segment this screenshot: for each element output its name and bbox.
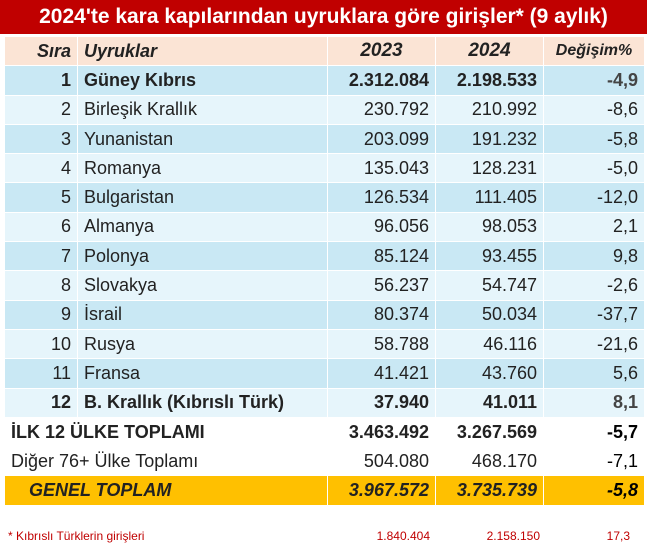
country-cell: Almanya xyxy=(78,212,328,241)
rank-cell: 6 xyxy=(5,212,78,241)
header-change: Değişim% xyxy=(544,37,645,66)
value-2024-cell: 50.034 xyxy=(436,300,544,329)
change-cell: 2,1 xyxy=(544,212,645,241)
other-total-2023: 504.080 xyxy=(328,447,436,476)
value-2024-cell: 46.116 xyxy=(436,329,544,358)
change-cell: -5,8 xyxy=(544,124,645,153)
footnote-2023: 1.840.404 xyxy=(376,529,430,543)
value-2024-cell: 191.232 xyxy=(436,124,544,153)
table-row xyxy=(5,271,645,300)
value-2024-cell: 2.198.533 xyxy=(436,66,544,95)
entries-table xyxy=(4,36,645,506)
grand-total-change: -5,8 xyxy=(544,476,645,505)
country-cell: Rusya xyxy=(78,329,328,358)
top12-total-label: İLK 12 ÜLKE TOPLAMI xyxy=(5,417,328,446)
rank-cell: 7 xyxy=(5,242,78,271)
table-row xyxy=(5,329,645,358)
country-cell: Yunanistan xyxy=(78,124,328,153)
rank-cell: 5 xyxy=(5,183,78,212)
value-2023-cell: 203.099 xyxy=(328,124,436,153)
change-cell: -12,0 xyxy=(544,183,645,212)
value-2024-cell: 43.760 xyxy=(436,359,544,388)
change-cell: -21,6 xyxy=(544,329,645,358)
grand-total-2024: 3.735.739 xyxy=(436,476,544,505)
header-country: Uyruklar xyxy=(78,37,328,66)
value-2024-cell: 210.992 xyxy=(436,95,544,124)
table-row xyxy=(5,124,645,153)
table-row xyxy=(5,388,645,417)
rank-cell: 1 xyxy=(5,66,78,95)
country-cell: Romanya xyxy=(78,154,328,183)
rank-cell: 3 xyxy=(5,124,78,153)
other-total-row xyxy=(5,447,645,476)
table-title: 2024'te kara kapılarından uyruklara göre girişler* (9 aylık) xyxy=(0,0,647,34)
table-row xyxy=(5,242,645,271)
other-total-change: -7,1 xyxy=(544,447,645,476)
rank-cell: 9 xyxy=(5,300,78,329)
value-2023-cell: 58.788 xyxy=(328,329,436,358)
country-cell: Polonya xyxy=(78,242,328,271)
top12-total-row xyxy=(5,417,645,446)
country-cell: Fransa xyxy=(78,359,328,388)
country-cell: İsrail xyxy=(78,300,328,329)
table-row xyxy=(5,212,645,241)
table-row xyxy=(5,95,645,124)
grand-total-row xyxy=(5,476,645,505)
country-cell: Bulgaristan xyxy=(78,183,328,212)
rank-cell: 11 xyxy=(5,359,78,388)
value-2024-cell: 54.747 xyxy=(436,271,544,300)
grand-total-label: GENEL TOPLAM xyxy=(5,476,328,505)
country-cell: Slovakya xyxy=(78,271,328,300)
country-cell: Birleşik Krallık xyxy=(78,95,328,124)
footnote xyxy=(0,525,647,547)
value-2024-cell: 128.231 xyxy=(436,154,544,183)
value-2024-cell: 41.011 xyxy=(436,388,544,417)
value-2023-cell: 135.043 xyxy=(328,154,436,183)
footnote-change: 17,3 xyxy=(606,529,630,543)
change-cell: -37,7 xyxy=(544,300,645,329)
value-2023-cell: 2.312.084 xyxy=(328,66,436,95)
change-cell: 5,6 xyxy=(544,359,645,388)
grand-total-2023: 3.967.572 xyxy=(328,476,436,505)
value-2024-cell: 93.455 xyxy=(436,242,544,271)
table-row xyxy=(5,300,645,329)
header-rank: Sıra xyxy=(5,37,78,66)
country-cell: B. Krallık (Kıbrıslı Türk) xyxy=(78,388,328,417)
change-cell: -5,0 xyxy=(544,154,645,183)
value-2024-cell: 98.053 xyxy=(436,212,544,241)
rank-cell: 12 xyxy=(5,388,78,417)
value-2023-cell: 230.792 xyxy=(328,95,436,124)
header-row xyxy=(5,37,645,66)
top12-total-2024: 3.267.569 xyxy=(436,417,544,446)
footnote-label: * Kıbrıslı Türklerin girişleri xyxy=(8,529,145,543)
top12-total-change: -5,7 xyxy=(544,417,645,446)
header-2023: 2023 xyxy=(328,37,436,66)
change-cell: 8,1 xyxy=(544,388,645,417)
rank-cell: 2 xyxy=(5,95,78,124)
table-row xyxy=(5,183,645,212)
other-total-label: Diğer 76+ Ülke Toplamı xyxy=(5,447,328,476)
table-row xyxy=(5,359,645,388)
change-cell: -4,9 xyxy=(544,66,645,95)
change-cell: 9,8 xyxy=(544,242,645,271)
table-row xyxy=(5,154,645,183)
footnote-2024: 2.158.150 xyxy=(486,529,540,543)
rank-cell: 4 xyxy=(5,154,78,183)
country-cell: Güney Kıbrıs xyxy=(78,66,328,95)
value-2023-cell: 41.421 xyxy=(328,359,436,388)
top12-total-2023: 3.463.492 xyxy=(328,417,436,446)
value-2023-cell: 80.374 xyxy=(328,300,436,329)
change-cell: -8,6 xyxy=(544,95,645,124)
value-2023-cell: 37.940 xyxy=(328,388,436,417)
value-2023-cell: 85.124 xyxy=(328,242,436,271)
value-2024-cell: 111.405 xyxy=(436,183,544,212)
value-2023-cell: 56.237 xyxy=(328,271,436,300)
header-2024: 2024 xyxy=(436,37,544,66)
value-2023-cell: 96.056 xyxy=(328,212,436,241)
change-cell: -2,6 xyxy=(544,271,645,300)
table-row xyxy=(5,66,645,95)
rank-cell: 8 xyxy=(5,271,78,300)
rank-cell: 10 xyxy=(5,329,78,358)
value-2023-cell: 126.534 xyxy=(328,183,436,212)
other-total-2024: 468.170 xyxy=(436,447,544,476)
